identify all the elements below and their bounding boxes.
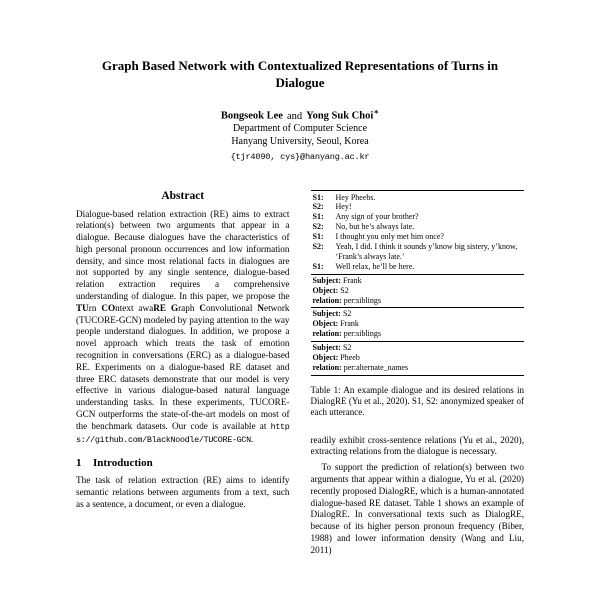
abstract-part: G [170, 302, 179, 313]
authors-line [76, 108, 524, 122]
author-name-1: Bongseok Lee [220, 110, 283, 122]
abstract-part: onvolutional [205, 302, 258, 313]
dialogue-turn-row [313, 222, 523, 232]
dialogue-turn-row [313, 242, 523, 262]
relation-block [311, 342, 525, 376]
abstract-part: rn [88, 302, 102, 313]
speaker-label: S2: [312, 242, 324, 252]
relation-block [311, 308, 525, 342]
abstract-part: raph [178, 302, 200, 313]
abstract-part: ntext awa [115, 302, 154, 313]
object-label: Object: [312, 319, 339, 329]
utterance-text: Well relax, he’ll be here. [335, 261, 415, 271]
relation-value: per:siblings [343, 329, 382, 339]
dialogue-turn-row [313, 202, 523, 212]
utterance-text: Any sign of your brother? [335, 212, 419, 222]
table-1-caption: Table 1: An example dialogue and its desired relations in DialogRE (Yu et al., 2020). S1, S2: anonymized speaker of each utterance. [310, 384, 524, 418]
body-paragraph: To support the prediction of relation(s) between two arguments that appear within a dialogue, Yu et al. (2020) recently proposed DialogRE, which is a human-annotated dialogue-based RE dataset. Table 1 shows an example of DialogRE. In conversational texts such as DialogRE, because of its higher person pronoun frequency (Biber, 1988) and lower information density (Wang and Liu, 2011) [310, 462, 524, 555]
speaker-label: S1: [312, 192, 324, 202]
author-name-2: Yong Suk Choi [306, 110, 374, 122]
dialogue-section [311, 191, 525, 275]
abstract-part: RE [153, 302, 166, 313]
speaker-label: S1: [312, 212, 324, 222]
right-column [311, 190, 525, 557]
relation-object-row [313, 319, 523, 329]
abstract-part: . [250, 433, 254, 444]
abstract-part: C [199, 302, 206, 313]
abstract-heading: Abstract [161, 189, 205, 202]
abstract-text [76, 209, 290, 447]
section-number: 1 [76, 457, 82, 470]
utterance-text: Hey Pheebs. [335, 192, 376, 202]
affiliation-university: Hanyang University, Seoul, Korea [231, 136, 369, 147]
relation-label: relation: [312, 295, 342, 305]
relation-label: relation: [312, 363, 342, 372]
author-conjunction: and [286, 110, 303, 122]
relation-block [311, 275, 525, 309]
object-label: Object: [312, 353, 339, 363]
author-emails: {tjr4090, cys}@hanyang.ac.kr [230, 151, 370, 162]
body-paragraph: readily exhibit cross-sentence relations (Yu et al., 2020), extracting relations from the dialogue is necessary. [310, 434, 524, 457]
author-block [76, 108, 524, 162]
relation-type-row [313, 329, 523, 339]
relation-type-row [313, 363, 523, 373]
section-heading-introduction [76, 457, 290, 469]
relation-subject-row [313, 276, 523, 286]
utterance-text: Hey! [335, 202, 352, 212]
object-value: Pheeb [340, 353, 360, 363]
relation-object-row [313, 286, 523, 296]
relation-type-row [313, 296, 523, 306]
subject-value: Frank [342, 275, 362, 285]
abstract-part: N [257, 302, 264, 313]
relation-value: per:siblings [343, 295, 382, 305]
speaker-label: S1: [312, 261, 324, 271]
left-column [76, 190, 290, 557]
utterance-text: No, but he’s always late. [335, 222, 415, 232]
subject-value: S2 [342, 309, 352, 319]
dialogue-turn-row [313, 193, 523, 203]
abstract-part: CO [101, 302, 116, 313]
relation-object-row [313, 353, 523, 363]
abstract-part: etwork (TUCORE-GCN) modeled by paying attention to the way people understand dialogues. In addition, we propose a novel approach which treats the task of emotion recognition in conversations (ERC) as a dialogue-based RE. Experiments on a dialogue-based RE dataset and three ERC datasets demonstrate that our model is very effective in various dialogue-based natural language understanding tasks. In these experiments, TUCORE-GCN outperforms the state-of-the-art models on most of the benchmark datasets. Our code is available at [76, 302, 290, 431]
object-value: Frank [340, 319, 359, 329]
speaker-label: S1: [312, 232, 324, 242]
abstract-part: Dialogue-based relation extraction (RE) aims to extract relation(s) between two arguments that appear in a dialogue. Because dialogues have the characteristics of high personal pronoun occurrences and low information density, and since most relational facts in dialogues are not supported by any single sentence, dialogue-based relation extraction requires a comprehensive understanding of dialogue. In this paper, we propose the [76, 208, 290, 302]
two-column-body [76, 190, 524, 557]
relation-subject-row [313, 309, 523, 319]
subject-label: Subject: [312, 343, 341, 353]
relation-subject-row [313, 343, 523, 353]
code-repository-link[interactable]: https://github.com/BlackNoodle/TUCORE-GCN [76, 421, 290, 445]
dialogue-turn-row [313, 212, 523, 222]
subject-label: Subject: [312, 275, 341, 285]
subject-value: S2 [342, 343, 352, 353]
speaker-label: S2: [312, 202, 324, 212]
page-title: Graph Based Network with Contextualized Representations of Turns in Dialogue [101, 58, 499, 90]
abstract-part: TU [76, 302, 89, 313]
table-1 [311, 190, 525, 376]
utterance-text: I thought you only met him once? [335, 232, 444, 242]
object-label: Object: [312, 285, 339, 295]
dialogue-turn-row [313, 232, 523, 242]
utterance-text: Yeah, I did. I think it sounds y’know big sistery, y’know, ‘Frank’s always late.’ [335, 242, 518, 261]
relation-label: relation: [312, 329, 342, 339]
dialogue-turn-row [313, 262, 523, 272]
object-value: S2 [340, 285, 349, 295]
relation-value: per:alternate_names [343, 363, 409, 372]
affiliation-department: Department of Computer Science [232, 122, 368, 134]
section-title: Introduction [93, 457, 153, 470]
introduction-paragraph: The task of relation extraction (RE) aims to identify semantic relations between arguments from a text, such as a sentence, a document, or even a dialogue. [76, 475, 290, 510]
speaker-label: S2: [312, 222, 324, 232]
author-footnote-mark: ∗ [373, 108, 380, 116]
subject-label: Subject: [312, 309, 341, 319]
